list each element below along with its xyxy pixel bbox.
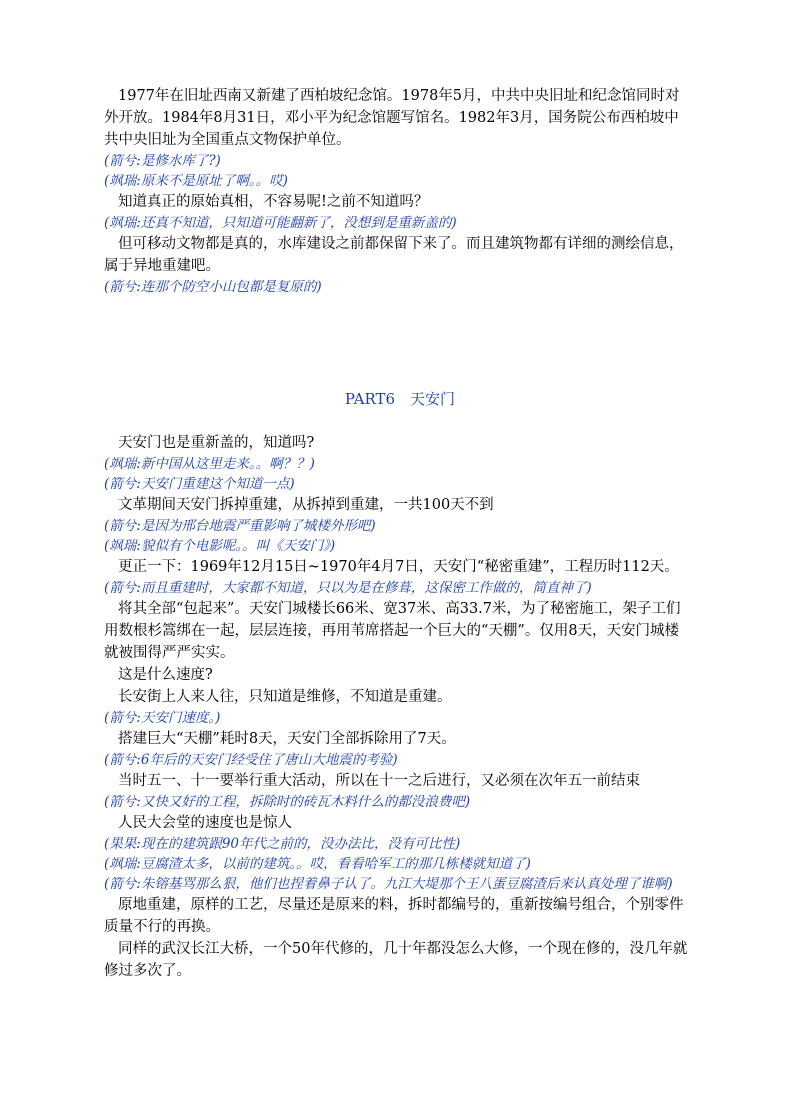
comment-line: (飒瑞:貌似有个电影呢。。叫《天安门》) — [104, 538, 336, 554]
comment-line: (箭兮:连那个防空小山包都是复原的) — [104, 279, 322, 295]
section-heading: PART6 天安门 — [344, 390, 456, 408]
comment-line: (飒瑞:还真不知道，只知道可能翻新了，没想到是重新盖的) — [104, 215, 457, 231]
body-paragraph: 但可移动文物都是真的，水库建设之前都保留下来了。而且建筑物都有详细的测绘信息，属于异地重建吧。 — [104, 236, 684, 274]
comment-line: (箭兮:是因为邢台地震严重影响了城楼外形吧) — [104, 518, 376, 534]
comment-line: (箭兮:天安门重建这个知道一点) — [104, 476, 295, 492]
body-paragraph: 长安街上人来人往，只知道是维修，不知道是重建。 — [118, 689, 452, 705]
comment-line: (箭兮:又快又好的工程，拆除时的砖瓦木料什么的都没浪费吧) — [104, 794, 471, 810]
comment-line: (飒瑞:新中国从这里走来。。啊？？) — [104, 456, 315, 472]
comment-line: (飒瑞:豆腐渣太多，以前的建筑。。哎，看看哈军工的那几栋楼就知道了) — [104, 856, 531, 872]
comment-line: (果果:现在的建筑跟90年代之前的，没办法比，没有可比性) — [104, 836, 461, 852]
body-paragraph: 当时五一、十一要举行重大活动，所以在十一之后进行，又必须在次年五一前结束 — [118, 773, 640, 789]
comment-line: (箭兮:而且重建时，大家都不知道，只以为是在修葺，这保密工作做的，简直神了) — [104, 580, 592, 596]
comment-line: (飒瑞:原来不是原址了啊。。哎) — [104, 173, 288, 189]
comment-line: (箭兮:是修水库了?) — [104, 153, 221, 169]
body-paragraph: 文革期间天安门拆掉重建，从拆掉到重建，一共100天不到 — [118, 497, 494, 513]
body-paragraph: 这是什么速度? — [118, 667, 213, 683]
comment-line: (箭兮:朱镕基骂那么狠，他们也捏着鼻子认了。九江大堤那个王八蛋豆腐渣后来认真处理了谁啊) — [104, 876, 673, 892]
body-paragraph: 原地重建，原样的工艺，尽量还是原来的料，拆时都编号的，重新按编号组合，个别零件质量不行的再换。 — [104, 897, 684, 935]
body-paragraph: 同样的武汉长江大桥，一个50年代修的，几十年都没怎么大修，一个现在修的，没几年就修过多次了。 — [104, 941, 688, 979]
body-paragraph: 将其全部“包起来”。天安门城楼长66米、宽37米、高33.7米，为了秘密施工，架子工们用数根杉篙绑在一起，层层连接，再用苇席搭起一个巨大的“天棚”。仅用8天，天安门城楼就被围得严严实实。 — [104, 601, 681, 661]
body-paragraph: 天安门也是重新盖的，知道吗? — [118, 435, 315, 451]
body-paragraph: 更正一下：1969年12月15日~1970年4月7日，天安门“秘密重建”，工程历时112天。 — [118, 559, 679, 575]
body-paragraph: 1977年在旧址西南又新建了西柏坡纪念馆。1978年5月，中共中央旧址和纪念馆同时对外开放。1984年8月31日，邓小平为纪念馆题写馆名。1982年3月，国务院公布西柏坡中共中央旧址为全国重点文物保护单位。 — [104, 88, 680, 148]
section-tiananmen — [0, 432, 800, 982]
section-xibaipo — [0, 85, 800, 297]
comment-line: (箭兮:天安门速度。) — [104, 710, 221, 726]
body-paragraph: 知道真正的原始真相，不容易呢!之前不知道吗？ — [118, 194, 429, 210]
body-paragraph: 搭建巨大“天棚”耗时8天，天安门全部拆除用了7天。 — [118, 731, 456, 747]
body-paragraph: 人民大会堂的速度也是惊人 — [118, 815, 292, 831]
comment-line: (箭兮:6年后的天安门经受住了唐山大地震的考验) — [104, 752, 398, 768]
